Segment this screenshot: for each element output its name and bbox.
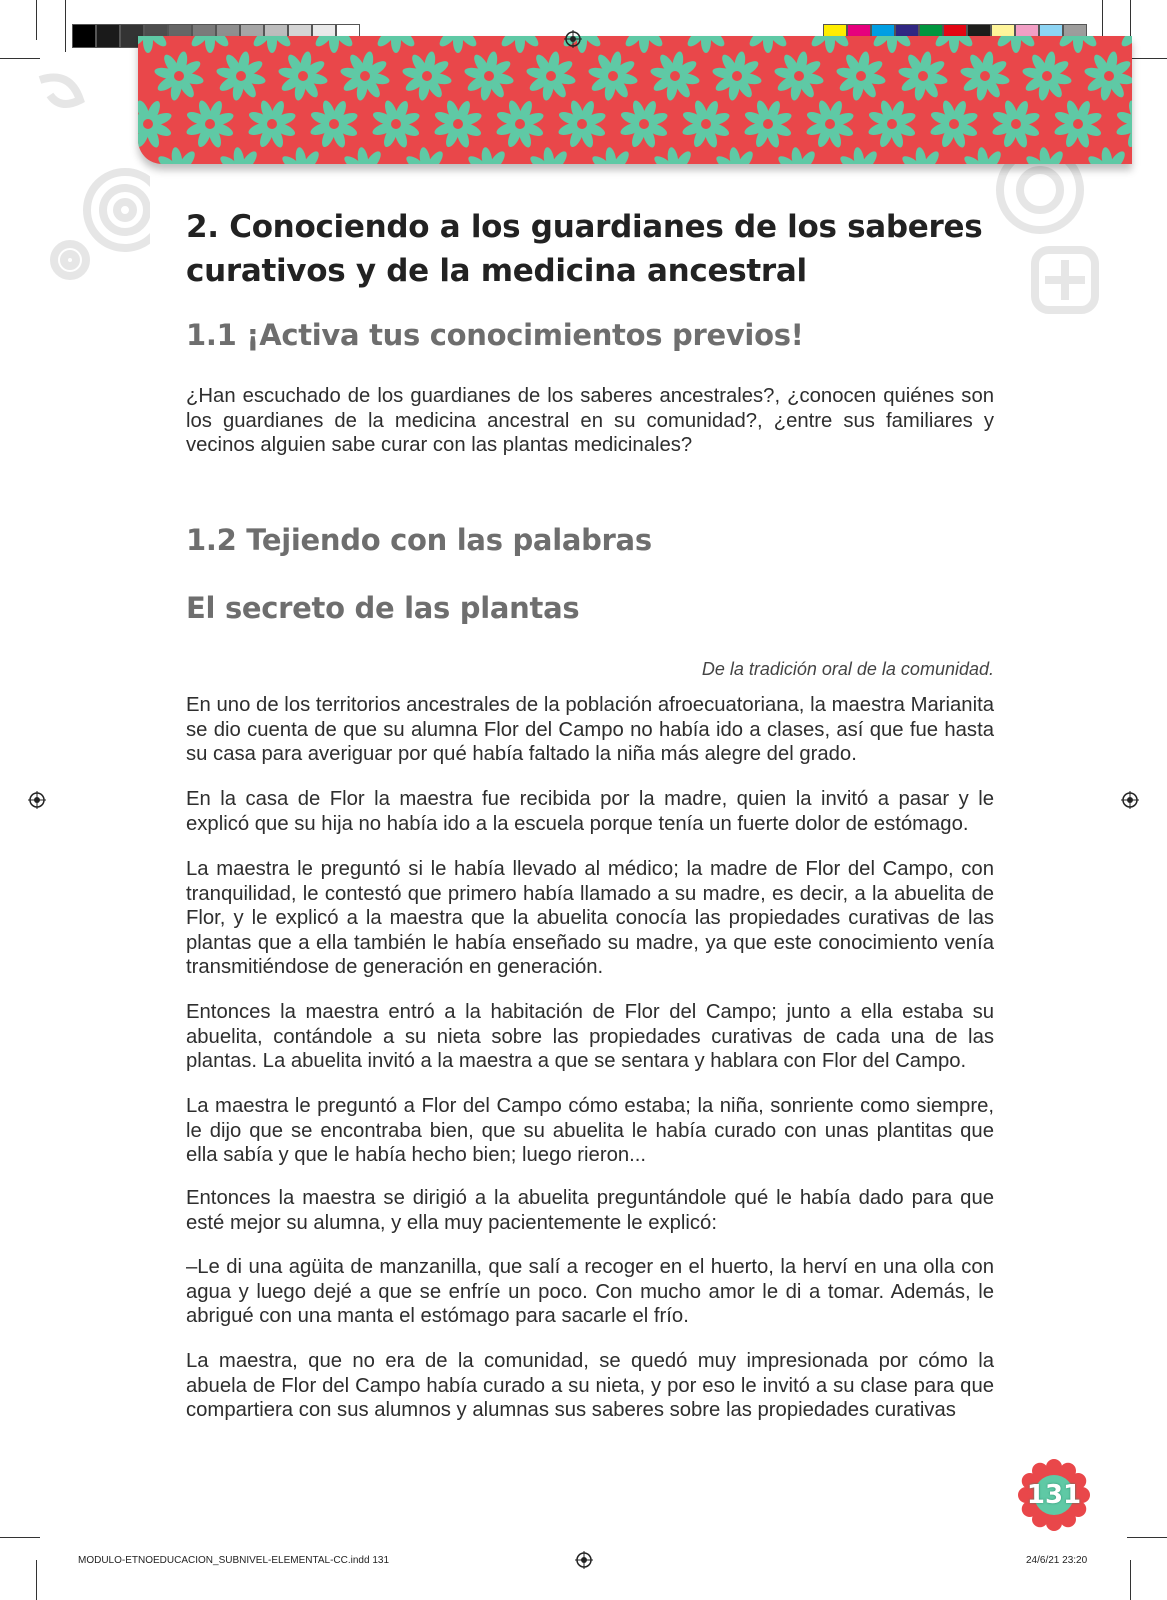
header-banner <box>138 36 1132 164</box>
flower-motif <box>185 36 235 53</box>
page-title: 2. Conociendo a los guardianes de los saberes curativos y de la medicina ancestral <box>186 209 983 289</box>
crop-mark <box>1127 58 1167 59</box>
story-paragraph: La maestra le preguntó a Flor del Campo cómo estaba; la niña, sonriente como siempre, le dijo que se encontraba bien, que su abuelita le había curado con unas plantitas que ella sabía y que le había hecho bien; luego rieron... <box>186 1095 994 1166</box>
flower-motif <box>650 147 701 164</box>
flower-motif <box>247 99 297 149</box>
flower-motif <box>371 99 421 149</box>
story-paragraph: En la casa de Flor la maestra fue recibida por la madre, quien la invitó a pasar y le explicó que su hija no había ido a la escuela porque tenía un fuerte dolor de estómago. <box>186 788 994 835</box>
flower-motif <box>960 51 1011 102</box>
gray-swatch <box>72 24 96 48</box>
flower-motif <box>712 147 763 164</box>
story-paragraph: La maestra le preguntó si le había llevado al médico; la madre de Flor del Campo, con tranquilidad, le contestó que primero había llamado a su madre, es decir, a la abuelita de Flor, y le explicó a la maestra que la abuelita conocía las propiedades curativas de las plantas que a ella también le había enseñado su madre, ya que este conocimiento venía transmitiéndose de generación en generación. <box>186 858 994 978</box>
flower-motif <box>216 147 267 164</box>
flower-motif <box>836 147 887 164</box>
crop-mark <box>36 1560 37 1600</box>
flower-motif <box>805 36 855 53</box>
flower-motif <box>1022 147 1073 164</box>
story-title: El secreto de las plantas <box>186 591 580 625</box>
flower-motif <box>278 51 329 102</box>
flower-motif <box>836 51 887 102</box>
flower-motif <box>154 147 205 164</box>
flower-motif <box>743 99 793 149</box>
flower-motif <box>1053 99 1103 149</box>
flower-motif <box>433 99 483 149</box>
flower-motif <box>1084 51 1132 102</box>
crop-mark <box>1130 1560 1131 1600</box>
flower-motif <box>1115 36 1132 53</box>
flower-motif <box>867 99 917 149</box>
flower-motif <box>495 99 545 149</box>
crop-mark <box>1130 0 1131 40</box>
decorative-swirl-left-icon <box>30 60 150 290</box>
flower-motif <box>309 99 359 149</box>
flower-motif <box>805 99 855 149</box>
story-paragraph: –Le di una agüita de manzanilla, que salí a recoger en el huerto, la herví en una olla con agua y luego dejé a que se enfríe un poco. Con mucho amor le di a tomar. Además, le abrigué con una manta el estómago para sacarle el frío. <box>186 1256 994 1327</box>
flower-motif <box>898 51 949 102</box>
crop-mark <box>36 0 37 40</box>
flower-motif <box>526 147 577 164</box>
flower-motif <box>1115 99 1132 149</box>
footer-date: 24/6/21 23:20 <box>1026 1555 1088 1566</box>
page-number: 131 <box>1026 1480 1082 1510</box>
flower-motif <box>247 36 297 53</box>
flower-motif <box>991 36 1041 53</box>
flower-motif <box>681 99 731 149</box>
flower-motif <box>464 147 515 164</box>
registration-mark-icon <box>28 791 46 809</box>
crop-mark <box>1127 1537 1167 1538</box>
registration-mark-icon <box>1121 791 1139 809</box>
story-paragraph: Entonces la maestra se dirigió a la abuelita preguntándole qué le había dado para que esté mejor su alumna, y ella muy pacientemente le explicó: <box>186 1187 994 1234</box>
flower-motif <box>526 51 577 102</box>
flower-motif <box>867 36 917 53</box>
story-paragraph: Entonces la maestra entró a la habitación de Flor del Campo; junto a ella estaba su abuelita, contándole a su nieta sobre las propiedades curativas de cada una de las plantas. La abuelita invitó a la maestra a que se sentara y hablara con Flor del Campo. <box>186 1001 994 1072</box>
section-heading-tejiendo: 1.2 Tejiendo con las palabras <box>186 523 652 557</box>
flower-motif <box>929 36 979 53</box>
flower-motif <box>929 99 979 149</box>
flower-motif <box>216 51 267 102</box>
crop-mark <box>65 0 66 52</box>
flower-motif <box>588 51 639 102</box>
flower-motif <box>464 51 515 102</box>
flower-motif <box>588 147 639 164</box>
crop-mark <box>0 58 40 59</box>
section-heading-activa: 1.1 ¡Activa tus conocimientos previos! <box>186 318 804 352</box>
flower-motif <box>495 36 545 53</box>
flower-motif <box>619 36 669 53</box>
flower-motif <box>743 36 793 53</box>
flower-motif <box>1053 36 1103 53</box>
flower-motif <box>433 36 483 53</box>
story-paragraph: En uno de los territorios ancestrales de la población afroecuatoriana, la maestra Marianita se dio cuenta de que su alumna Flor del Campo no había ido a clases, así que fue hasta su casa para averiguar por qué había faltado la niña más alegre del grado. <box>186 694 994 765</box>
flower-motif <box>278 147 329 164</box>
flower-motif <box>340 147 391 164</box>
flower-motif <box>557 99 607 149</box>
flower-motif <box>898 147 949 164</box>
flower-motif <box>138 36 173 53</box>
flower-motif <box>402 51 453 102</box>
decorative-swirl-right-icon <box>985 150 1115 330</box>
flower-pattern <box>138 36 1132 164</box>
flower-motif <box>340 51 391 102</box>
registration-mark-icon <box>575 1551 593 1569</box>
flower-motif <box>138 99 173 149</box>
flower-motif <box>712 51 763 102</box>
flower-motif <box>991 99 1041 149</box>
intro-paragraph: ¿Han escuchado de los guardianes de los saberes ancestrales?, ¿conocen quiénes son los guardianes de la medicina ancestral en su comunidad?, ¿entre sus familiares y vecinos alguien sabe curar con las plantas medicinales? <box>186 385 994 456</box>
flower-motif <box>960 147 1011 164</box>
flower-motif <box>650 51 701 102</box>
flower-motif <box>619 99 669 149</box>
registration-mark-icon <box>564 30 582 48</box>
flower-motif <box>402 147 453 164</box>
story-source: De la tradición oral de la comunidad. <box>701 659 994 679</box>
flower-motif <box>774 51 825 102</box>
crop-mark <box>0 1537 40 1538</box>
flower-motif <box>309 36 359 53</box>
page-number-badge <box>1017 1458 1091 1532</box>
flower-motif <box>774 147 825 164</box>
footer-filename: MODULO-ETNOEDUCACION_SUBNIVEL-ELEMENTAL-CC.indd 131 <box>78 1555 390 1566</box>
flower-motif <box>681 36 731 53</box>
flower-motif <box>1022 51 1073 102</box>
flower-motif <box>1084 147 1132 164</box>
flower-motif <box>154 51 205 102</box>
gray-swatch <box>96 24 120 48</box>
flower-motif <box>371 36 421 53</box>
story-paragraph: La maestra, que no era de la comunidad, se quedó muy impresionada por cómo la abuela de Flor del Campo había curado a su nieta, y por eso le invitó a su clase para que compartiera con sus alumnos y alumnas sus saberes sobre las propiedades curativas <box>186 1350 994 1421</box>
flower-motif <box>185 99 235 149</box>
